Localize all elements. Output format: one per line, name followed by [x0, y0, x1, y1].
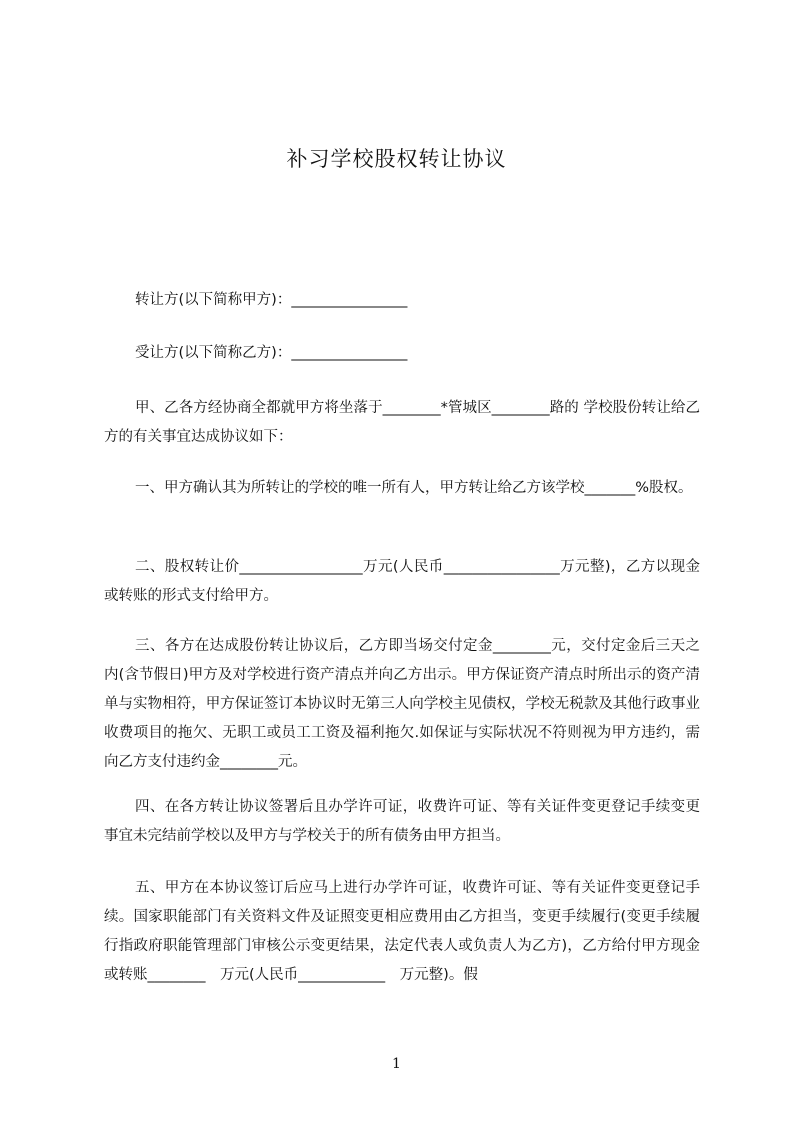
transferee-line: 受让方(以下简称乙方)：________________	[135, 345, 408, 361]
page-number: 1	[392, 1056, 401, 1072]
clause-2-paragraph: 二、股权转让价_________________万元(人民币________________万元整)，乙方以现金或转账的形式支付给甲方。	[104, 559, 700, 604]
transferor-line: 转让方(以下简称甲方)：________________	[135, 292, 408, 308]
clause-5-paragraph: 五、甲方在本协议签订后应马上进行办学许可证，收费许可证、等有关证件变更登记手续。国家职能部门有关资料文件及证照变更相应费用由乙方担当，变更手续履行(变更手续履行指政府职能管理部门审核公示变更结果，法定代表人或负责人为乙方)，乙方给付甲方现金或转账________ 万元(人民币____________ 万元整)。假	[104, 880, 700, 983]
clause-3-paragraph: 三、各方在达成股份转让协议后，乙方即当场交付定金________元，交付定金后三天之内(含节假日)甲方及对学校进行资产清点并向乙方出示。甲方保证资产清点时所出示的资产清单与实物相符，甲方保证签订本协议时无第三人向学校主见债权，学校无税款及其他行政事业收费项目的拖欠、无职工或员工工资及福利拖欠.如保证与实际状况不符则视为甲方违约，需向乙方支付违约金________元。	[104, 638, 700, 770]
agreement-intro-paragraph: 甲、乙各方经协商全都就甲方将坐落于________*管城区________路的 学校股份转让给乙方的有关事宜达成协议如下：	[104, 400, 700, 445]
clause-4-paragraph: 四、在各方转让协议签署后且办学许可证，收费许可证、等有关证件变更登记手续变更事宜未完结前学校以及甲方与学校关于的所有债务由甲方担当。	[104, 799, 700, 844]
document-title: 补习学校股权转让协议	[286, 147, 507, 171]
clause-1-paragraph: 一、甲方确认其为所转让的学校的唯一所有人，甲方转让给乙方该学校_______%股权。	[135, 480, 693, 496]
